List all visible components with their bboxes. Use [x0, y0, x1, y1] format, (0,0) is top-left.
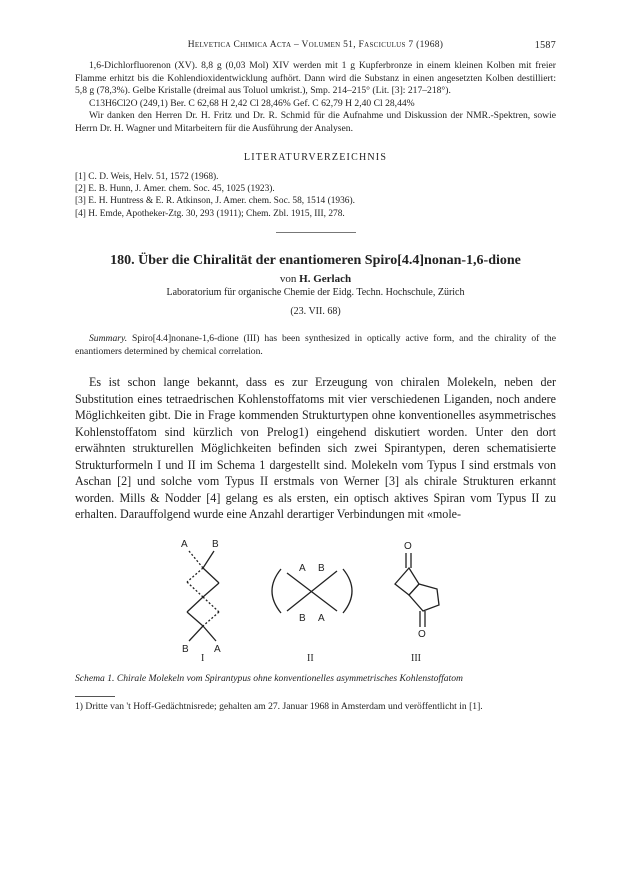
- scheme-caption-text: Schema 1. Chirale Molekeln vom Spirantypus ohne konventionelles asymmetrisches Kohlenstoffatom: [75, 672, 463, 684]
- structure-1-atom-a-lower: A: [214, 643, 221, 655]
- affiliation: Laboratorium für organische Chemie der Eidg. Techn. Hochschule, Zürich: [166, 287, 465, 299]
- structure-1: [187, 551, 219, 641]
- structure-2-atom-b: B: [318, 562, 325, 574]
- reference-item: [2] E. B. Hunn, J. Amer. chem. Soc. 45, 1025 (1923).: [75, 183, 275, 194]
- separator-rule: [276, 232, 356, 233]
- scheme-1: [75, 531, 556, 671]
- summary-text: Spiro[4.4]nonane-1,6-dione (III) has been synthesized in optically active form, and the chirality of the enantiomers determined by chemical correlation.: [75, 333, 556, 357]
- scheme-structures: [75, 531, 556, 661]
- structure-label-3: III: [411, 652, 421, 664]
- reference-item: [4] H. Emde, Apotheker-Ztg. 30, 293 (1911); Chem. Zbl. 1915, III, 278.: [75, 208, 345, 219]
- running-head: [75, 40, 556, 54]
- footnote-rule: [75, 696, 115, 697]
- structure-3-oxygen-bottom: O: [418, 628, 426, 640]
- structure-1-atom-b: B: [212, 538, 219, 550]
- structure-2-atom-b-lower: B: [299, 612, 306, 624]
- structure-2-atom-a-lower: A: [318, 612, 325, 624]
- structure-1-atom-b-lower: B: [182, 643, 189, 655]
- reference-item: [1] C. D. Weis, Helv. 51, 1572 (1968).: [75, 171, 219, 182]
- body-paragraph: Es ist schon lange bekannt, dass es zur Erzeugung von chiralen Molekeln, neben der Substitution eines tetraedrischen Kohlenstoffatoms mit vier verschiedenen Liganden, noch andere Möglichkeiten gibt. Die in Frage kommenden Strukturtypen ohne konventionelles asymmetrisches Kohlenstoffatom sind kürzlich von Prelog1) eingehend diskutiert worden. Unter den dort erwähnten strukturellen Möglichkeiten befinden sich zwei Spirantypen, deren schematisierte Strukturformeln I und II im Schema 1 dargestellt sind. Molekeln vom Typus I sind erstmals von Aschan [2] und solche vom Typus II erstmals von Werner [3] als chirale Strukturen erkannt worden. Mills & Nodder [4] gelang es als ersten, ein optisch aktives Spiran vom Typus II zu erhalten. Darauffolgend wurde eine Anzahl derartiger Verbindungen mit «mole-: [75, 375, 556, 522]
- article-title: 180. Über die Chiralität der enantiomeren Spiro[4.4]nonan-1,6-dione: [110, 253, 521, 269]
- summary: [75, 333, 556, 358]
- structure-3-oxygen-top: O: [404, 540, 412, 552]
- prev-article-analysis: C13H6Cl2O (249,1) Ber. C 62,68 H 2,42 Cl 28,46% Gef. C 62,79 H 2,40 Cl 28,44%: [89, 97, 415, 109]
- summary-label: Summary.: [89, 333, 128, 345]
- references-list: [75, 171, 556, 221]
- author-prefix: von: [279, 273, 297, 286]
- footnote: 1) Dritte van 't Hoff-Gedächtnisrede; gehalten am 27. Januar 1968 in Amsterdam und veröffentlicht in [1].: [75, 700, 483, 712]
- prev-article-acknowledgement: Wir danken den Herren Dr. H. Fritz und Dr. R. Schmid für die Aufnahme und Diskussion der NMR.-Spektren, sowie Herrn Dr. H. Wagner und Mitarbeitern für die Ausführung der Analysen.: [75, 110, 556, 134]
- structure-1-atom-a: A: [181, 538, 188, 550]
- author-name: H. Gerlach: [299, 273, 352, 286]
- scheme-caption: [75, 673, 556, 684]
- structure-2: [272, 569, 352, 613]
- structure-label-1: I: [201, 652, 205, 664]
- structure-label-2: II: [307, 652, 314, 664]
- reference-item: [3] E. H. Huntress & E. R. Atkinson, J. Amer. chem. Soc. 58, 1514 (1936).: [75, 196, 355, 207]
- page-number: 1587: [534, 40, 556, 51]
- page: [75, 40, 556, 713]
- structure-3: [395, 553, 439, 627]
- structure-2-atom-a: A: [299, 562, 306, 574]
- journal-header: Helvetica Chimica Acta – Volumen 51, Fasciculus 7 (1968): [187, 40, 444, 50]
- references-title: LITERATURVERZEICHNIS: [243, 151, 388, 163]
- author-line: [75, 273, 556, 285]
- received-date: (23. VII. 68): [290, 306, 341, 318]
- prev-article-experimental: 1,6-Dichlorfluorenon (XV). 8,8 g (0,03 Mol) XIV werden mit 1 g Kupferbronze in einem kleinen Kolben mit freier Flamme erhitzt bis die Kohlendioxidentwicklung aufhört. Dann wird die Substanz in einen angesetzten Kolben destilliert: 5,8 g (78,3%). Gelbe Kristalle (dreimal aus Toluol umkrist.), Smp. 214–215° (Lit. [3]: 217–218°).: [75, 60, 556, 97]
